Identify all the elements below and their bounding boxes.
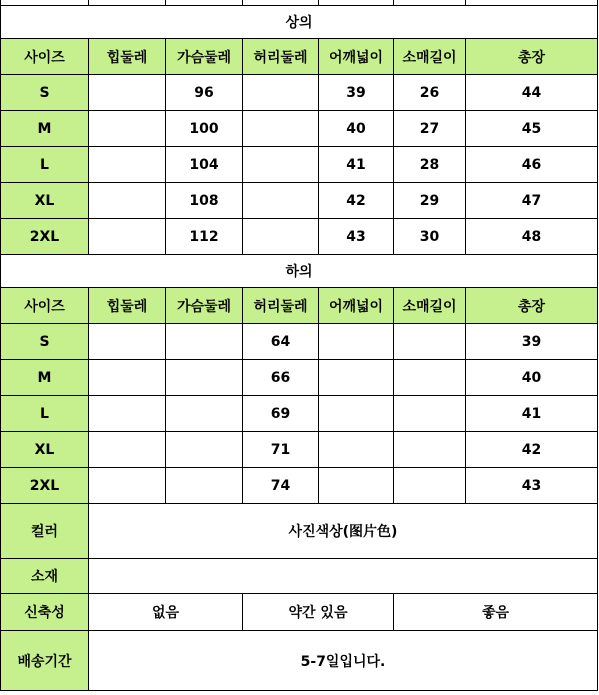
waist-value: 64 (243, 324, 319, 360)
shipping-row (1, 631, 598, 691)
size-label: 2XL (1, 219, 89, 255)
bottom-size-row (1, 360, 598, 396)
hip-value (89, 396, 166, 432)
shoulder-value: 43 (319, 219, 394, 255)
sleeve-value (394, 468, 466, 504)
shoulder-value (319, 396, 394, 432)
top-size-row (1, 111, 598, 147)
sleeve-value (394, 396, 466, 432)
column-header-shoulder: 어깨넓이 (319, 288, 394, 324)
column-header-length: 총장 (466, 39, 598, 75)
bottom-header-row (1, 288, 598, 324)
shoulder-value (319, 360, 394, 396)
chest-value: 96 (166, 75, 243, 111)
shipping-value: 5-7일입니다. (89, 631, 598, 691)
bottom-title: 하의 (1, 255, 598, 288)
shoulder-value (319, 432, 394, 468)
size-chart-body (1, 0, 598, 691)
size-label: L (1, 396, 89, 432)
top-size-row (1, 183, 598, 219)
size-label: M (1, 360, 89, 396)
top-size-row (1, 147, 598, 183)
length-value: 47 (466, 183, 598, 219)
shoulder-value: 40 (319, 111, 394, 147)
length-value: 41 (466, 396, 598, 432)
sleeve-value: 27 (394, 111, 466, 147)
length-value: 43 (466, 468, 598, 504)
top-title: 상의 (1, 6, 598, 39)
chest-value: 108 (166, 183, 243, 219)
material-value (89, 559, 598, 594)
column-header-size: 사이즈 (1, 39, 89, 75)
waist-value (243, 111, 319, 147)
column-header-sleeve: 소매길이 (394, 288, 466, 324)
chest-value: 104 (166, 147, 243, 183)
length-value: 44 (466, 75, 598, 111)
waist-value: 69 (243, 396, 319, 432)
sleeve-value (394, 360, 466, 396)
shoulder-value (319, 468, 394, 504)
hip-value (89, 183, 166, 219)
column-header-hip: 힙둘레 (89, 288, 166, 324)
waist-value: 71 (243, 432, 319, 468)
column-header-sleeve: 소매길이 (394, 39, 466, 75)
column-header-shoulder: 어깨넓이 (319, 39, 394, 75)
sleeve-value: 26 (394, 75, 466, 111)
color-row (1, 504, 598, 559)
size-label: S (1, 324, 89, 360)
stretch-option-some: 약간 있음 (243, 594, 394, 631)
stretch-option-none: 없음 (89, 594, 243, 631)
length-value: 39 (466, 324, 598, 360)
hip-value (89, 468, 166, 504)
shoulder-value: 41 (319, 147, 394, 183)
waist-value (243, 147, 319, 183)
waist-value: 66 (243, 360, 319, 396)
chest-value (166, 432, 243, 468)
column-header-chest: 가슴둘레 (166, 288, 243, 324)
waist-value (243, 183, 319, 219)
shoulder-value (319, 324, 394, 360)
chest-value (166, 324, 243, 360)
sleeve-value (394, 432, 466, 468)
top-size-row (1, 219, 598, 255)
column-header-size: 사이즈 (1, 288, 89, 324)
bottom-size-row (1, 324, 598, 360)
size-label: M (1, 111, 89, 147)
sleeve-value: 29 (394, 183, 466, 219)
waist-value: 74 (243, 468, 319, 504)
chest-value (166, 396, 243, 432)
shoulder-value: 39 (319, 75, 394, 111)
sleeve-value (394, 324, 466, 360)
stretch-label: 신축성 (1, 594, 89, 631)
shoulder-value: 42 (319, 183, 394, 219)
top-title-row (1, 6, 598, 39)
bottom-size-row (1, 432, 598, 468)
sleeve-value: 30 (394, 219, 466, 255)
sleeve-value: 28 (394, 147, 466, 183)
column-header-length: 총장 (466, 288, 598, 324)
material-row (1, 559, 598, 594)
length-value: 42 (466, 432, 598, 468)
column-header-waist: 허리둘레 (243, 39, 319, 75)
column-header-waist: 허리둘레 (243, 288, 319, 324)
hip-value (89, 147, 166, 183)
length-value: 48 (466, 219, 598, 255)
length-value: 46 (466, 147, 598, 183)
size-label: L (1, 147, 89, 183)
size-label: XL (1, 183, 89, 219)
hip-value (89, 111, 166, 147)
color-label: 컬러 (1, 504, 89, 559)
color-value: 사진색상(图片色) (89, 504, 598, 559)
chest-value: 112 (166, 219, 243, 255)
stretch-option-good: 좋음 (394, 594, 598, 631)
stretch-row (1, 594, 598, 631)
column-header-chest: 가슴둘레 (166, 39, 243, 75)
column-header-hip: 힙둘레 (89, 39, 166, 75)
top-size-row (1, 75, 598, 111)
waist-value (243, 75, 319, 111)
bottom-size-row (1, 396, 598, 432)
bottom-title-row (1, 255, 598, 288)
bottom-size-row (1, 468, 598, 504)
material-label: 소재 (1, 559, 89, 594)
length-value: 40 (466, 360, 598, 396)
hip-value (89, 219, 166, 255)
size-label: XL (1, 432, 89, 468)
hip-value (89, 324, 166, 360)
chest-value: 100 (166, 111, 243, 147)
length-value: 45 (466, 111, 598, 147)
hip-value (89, 432, 166, 468)
chest-value (166, 468, 243, 504)
hip-value (89, 75, 166, 111)
shipping-label: 배송기간 (1, 631, 89, 691)
hip-value (89, 360, 166, 396)
chest-value (166, 360, 243, 396)
size-label: S (1, 75, 89, 111)
top-header-row (1, 39, 598, 75)
size-label: 2XL (1, 468, 89, 504)
waist-value (243, 219, 319, 255)
